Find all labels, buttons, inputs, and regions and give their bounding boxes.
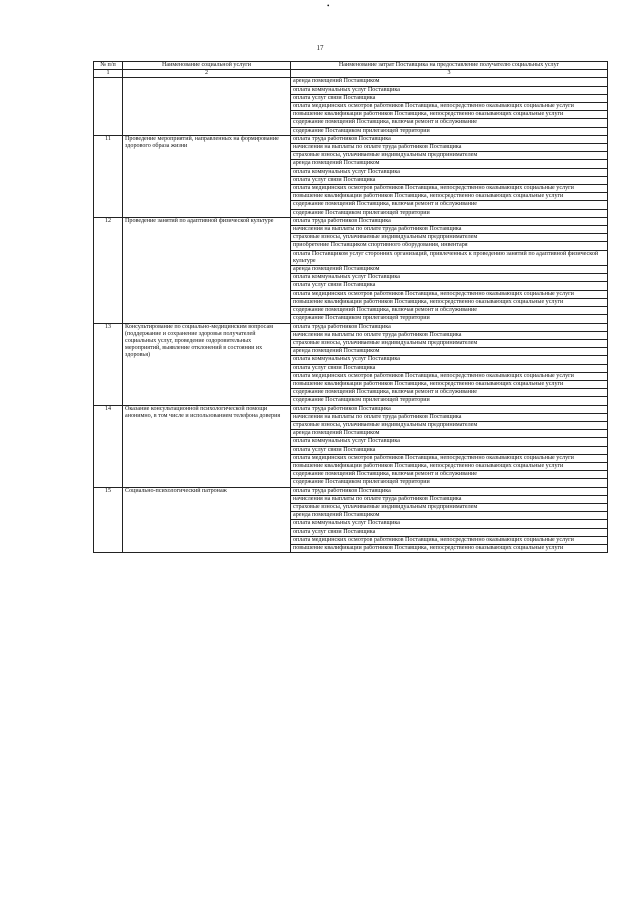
service-number: 14 <box>94 405 123 487</box>
table-row <box>94 487 608 495</box>
cost-item: оплата медицинских осмотров работников Поставщика, непосредственно оказывающих социальные услуги <box>291 290 608 298</box>
cost-item: оплата услуг связи Поставщика <box>291 94 608 102</box>
cost-item: аренда помещений Поставщиком <box>291 160 608 168</box>
cost-item: аренда помещений Поставщиком <box>291 78 608 86</box>
service-name: Социально-психологический патронаж <box>123 487 291 553</box>
column-index-3: 3 <box>291 70 608 78</box>
cost-item: страховые взносы, уплачиваемые индивидуальным предпринимателем <box>291 339 608 347</box>
cost-item: оплата услуг связи Поставщика <box>291 364 608 372</box>
scan-mark: • <box>327 2 330 10</box>
cost-item: оплата коммунальных услуг Поставщика <box>291 356 608 364</box>
cost-item: содержание помещений Поставщика, включая ремонт и обслуживание <box>291 119 608 127</box>
column-index-2: 2 <box>123 70 291 78</box>
cost-item: оплата услуг связи Поставщика <box>291 528 608 536</box>
column-index-row <box>94 70 608 78</box>
cost-item: оплата медицинских осмотров работников Поставщика, непосредственно оказывающих социальные услуги <box>291 454 608 462</box>
cost-item: оплата труда работников Поставщика <box>291 405 608 413</box>
table-row <box>94 323 608 331</box>
cost-item: начисления на выплаты по оплате труда работников Поставщика <box>291 226 608 234</box>
cost-item: приобретение Поставщиком спортивного оборудования, инвентаря <box>291 242 608 250</box>
cost-item: оплата услуг связи Поставщика <box>291 282 608 290</box>
cost-item: оплата труда работников Поставщика <box>291 217 608 225</box>
cost-item: оплата коммунальных услуг Поставщика <box>291 86 608 94</box>
service-name <box>123 78 291 135</box>
cost-item: оплата медицинских осмотров работников Поставщика, непосредственно оказывающих социальные услуги <box>291 372 608 380</box>
cost-item: повышение квалификации работников Поставщика, непосредственно оказывающих социальные услуги <box>291 380 608 388</box>
cost-item: аренда помещений Поставщиком <box>291 266 608 274</box>
service-number: 15 <box>94 487 123 553</box>
cost-item: оплата коммунальных услуг Поставщика <box>291 168 608 176</box>
cost-item: оплата медицинских осмотров работников Поставщика, непосредственно оказывающих социальные услуги <box>291 103 608 111</box>
cost-item: оплата услуг связи Поставщика <box>291 446 608 454</box>
page-number: 17 <box>316 44 324 52</box>
service-number: 12 <box>94 217 123 323</box>
cost-item: оплата медицинских осмотров работников Поставщика, непосредственно оказывающих социальные услуги <box>291 185 608 193</box>
cost-item: оплата труда работников Поставщика <box>291 135 608 143</box>
header-service: Наименование социальной услуги <box>123 62 291 70</box>
cost-item: повышение квалификации работников Поставщика, непосредственно оказывающих социальные услуги <box>291 462 608 470</box>
cost-item: начисления на выплаты по оплате труда работников Поставщика <box>291 413 608 421</box>
header-costs: Наименование затрат Поставщика на предоставление получателю социальных услуг <box>291 62 608 70</box>
table-row <box>94 135 608 143</box>
cost-item: повышение квалификации работников Поставщика, непосредственно оказывающих социальные услуги <box>291 193 608 201</box>
service-number: 11 <box>94 135 123 217</box>
cost-item: страховые взносы, уплачиваемые индивидуальным предпринимателем <box>291 421 608 429</box>
table-body <box>94 70 608 553</box>
cost-item: повышение квалификации работников Поставщика, непосредственно оказывающих социальные услуги <box>291 111 608 119</box>
cost-item: содержание помещений Поставщика, включая ремонт и обслуживание <box>291 471 608 479</box>
service-number: 13 <box>94 323 123 405</box>
service-number <box>94 78 123 135</box>
cost-item: содержание помещений Поставщика, включая ремонт и обслуживание <box>291 307 608 315</box>
cost-item: аренда помещений Поставщиком <box>291 430 608 438</box>
cost-item: начисления на выплаты по оплате труда работников Поставщика <box>291 495 608 503</box>
cost-item: оплата коммунальных услуг Поставщика <box>291 274 608 282</box>
cost-item: аренда помещений Поставщиком <box>291 348 608 356</box>
cost-item: начисления на выплаты по оплате труда работников Поставщика <box>291 144 608 152</box>
table-row <box>94 78 608 86</box>
cost-item: содержание Поставщиком прилегающей территории <box>291 479 608 487</box>
cost-item: оплата труда работников Поставщика <box>291 323 608 331</box>
cost-item: страховые взносы, уплачиваемые индивидуальным предпринимателем <box>291 234 608 242</box>
service-name: Проведение мероприятий, направленных на формирование здорового образа жизни <box>123 135 291 217</box>
cost-item: повышение квалификации работников Поставщика, непосредственно оказывающих социальные услуги <box>291 544 608 552</box>
services-cost-table <box>93 61 608 553</box>
cost-item: начисления на выплаты по оплате труда работников Поставщика <box>291 331 608 339</box>
cost-item: оплата медицинских осмотров работников Поставщика, непосредственно оказывающих социальные услуги <box>291 536 608 544</box>
cost-item: содержание помещений Поставщика, включая ремонт и обслуживание <box>291 201 608 209</box>
cost-item: оплата Поставщиком услуг сторонних организаций, привлеченных к проведению занятий по адаптивной физической культуре <box>291 250 608 265</box>
cost-item: оплата труда работников Поставщика <box>291 487 608 495</box>
cost-item: содержание Поставщиком прилегающей территории <box>291 397 608 405</box>
cost-item: аренда помещений Поставщиком <box>291 512 608 520</box>
table-row <box>94 217 608 225</box>
service-name: Проведение занятий по адаптивной физической культуре <box>123 217 291 323</box>
service-name: Оказание консультационной психологической помощи анонимно, в том числе и использованием телефона доверия <box>123 405 291 487</box>
cost-item: содержание помещений Поставщика, включая ремонт и обслуживание <box>291 389 608 397</box>
cost-item: страховые взносы, уплачиваемые индивидуальным предпринимателем <box>291 503 608 511</box>
cost-item: содержание Поставщиком прилегающей территории <box>291 209 608 217</box>
header-num: № п/п <box>94 62 123 70</box>
cost-item: страховые взносы, уплачиваемые индивидуальным предпринимателем <box>291 152 608 160</box>
cost-item: содержание Поставщиком прилегающей территории <box>291 127 608 135</box>
cost-item: содержание Поставщиком прилегающей территории <box>291 315 608 323</box>
service-name: Консультирование по социально-медицинским вопросам (поддержание и сохранение здоровья получателей социальных услуг, проведение оздоровительных мероприятий, выявление отклонений в состоянии их здоровья) <box>123 323 291 405</box>
cost-item: оплата услуг связи Поставщика <box>291 176 608 184</box>
cost-item: оплата коммунальных услуг Поставщика <box>291 438 608 446</box>
table-row <box>94 405 608 413</box>
header-row <box>94 62 608 70</box>
cost-item: оплата коммунальных услуг Поставщика <box>291 520 608 528</box>
cost-item: повышение квалификации работников Поставщика, непосредственно оказывающих социальные услуги <box>291 298 608 306</box>
column-index-1: 1 <box>94 70 123 78</box>
